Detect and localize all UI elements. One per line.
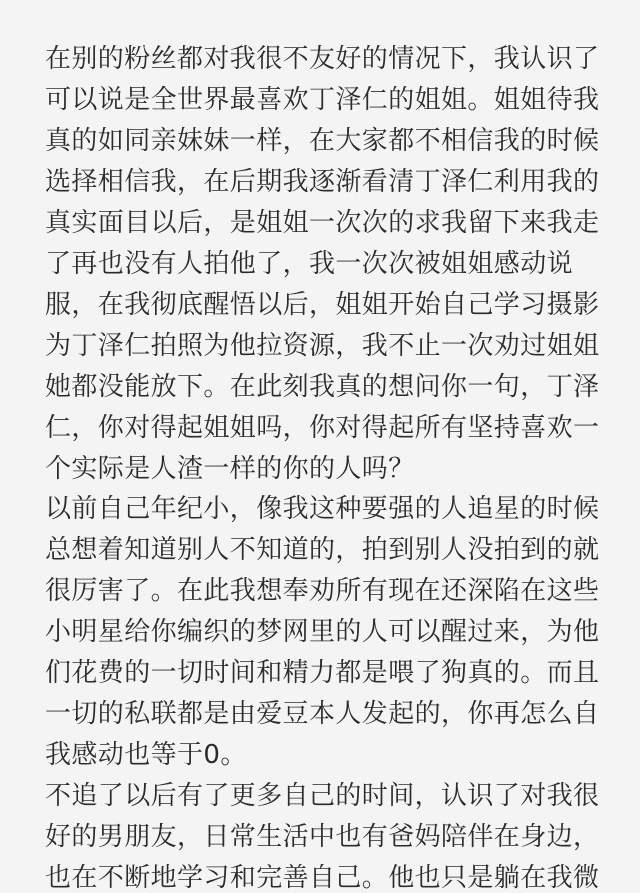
paragraph-1	[45, 39, 625, 490]
text-line: 她都没能放下。在此刻我真的想问你一句，丁泽	[45, 372, 600, 402]
text-line: 了再也没有人拍他了，我一次次被姐姐感动说	[45, 249, 574, 279]
text-line: 个实际是人渣一样的你的人吗？	[45, 454, 415, 484]
paragraph-3	[45, 776, 625, 893]
text-line: 在别的粉丝都对我很不友好的情况下，我认识了	[45, 44, 600, 74]
text-line: 一切的私联都是由爱豆本人发起的，你再怎么自	[45, 699, 600, 729]
text-line: 也在不断地学习和完善自己。他也只是躺在我微	[45, 863, 600, 893]
text-line: 选择相信我，在后期我逐渐看清丁泽仁利用我的	[45, 167, 600, 197]
text-line: 服，在我彻底醒悟以后，姐姐开始自己学习摄影	[45, 290, 600, 320]
text-line: 们花费的一切时间和精力都是喂了狗真的。而且	[45, 658, 600, 688]
paragraph-2	[45, 489, 625, 776]
text-line: 可以说是全世界最喜欢丁泽仁的姐姐。姐姐待我	[45, 85, 600, 115]
text-line: 不追了以后有了更多自己的时间，认识了对我很	[45, 781, 600, 811]
text-line: 好的男朋友，日常生活中也有爸妈陪伴在身边，	[45, 822, 600, 852]
text-line: 以前自己年纪小，像我这种要强的人追星的时候	[45, 494, 600, 524]
text-line: 小明星给你编织的梦网里的人可以醒过来，为他	[45, 617, 600, 647]
text-line: 仁，你对得起姐姐吗，你对得起所有坚持喜欢一	[45, 413, 600, 443]
text-line: 很厉害了。在此我想奉劝所有现在还深陷在这些	[45, 576, 600, 606]
text-line: 为丁泽仁拍照为他拉资源，我不止一次劝过姐姐	[45, 331, 600, 361]
text-line: 我感动也等于0。	[45, 740, 247, 770]
text-line: 总想着知道别人不知道的，拍到别人没拍到的就	[45, 535, 600, 565]
text-line: 真实面目以后，是姐姐一次次的求我留下来我走	[45, 208, 600, 238]
text-line: 真的如同亲妹妹一样，在大家都不相信我的时候	[45, 126, 600, 156]
